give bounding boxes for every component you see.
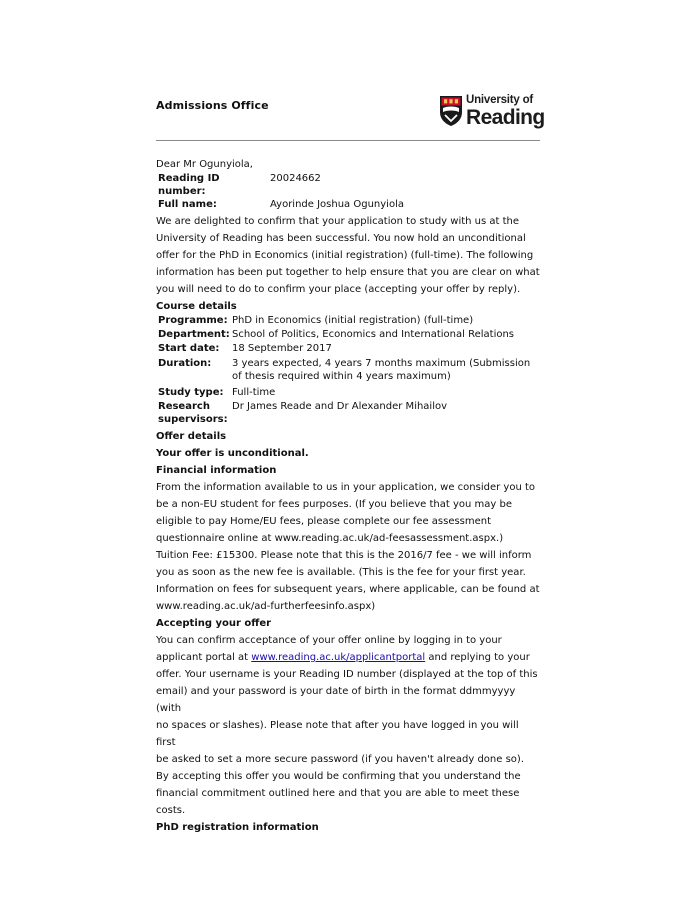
intro-line: We are delighted to confirm that your application to study with us at the xyxy=(156,216,520,227)
accepting-line: costs. xyxy=(156,805,186,816)
offer-status: Your offer is unconditional. xyxy=(156,448,309,459)
full-name-label: Full name: xyxy=(158,199,217,210)
financial-line: From the information available to us in your application, we consider you to xyxy=(156,482,536,493)
study-type-row xyxy=(156,386,541,399)
accepting-line: be asked to set a more secure password (if you haven't already done so). xyxy=(156,754,524,765)
financial-paragraph xyxy=(156,479,541,615)
reading-id-value: 20024662 xyxy=(270,173,321,184)
programme-label: Programme: xyxy=(158,315,228,326)
letter-body xyxy=(156,158,541,836)
applicant-details xyxy=(156,172,541,211)
crest-icon xyxy=(439,95,463,127)
duration-line: of thesis required within 4 years maximum) xyxy=(232,371,451,382)
accepting-offer-heading: Accepting your offer xyxy=(156,618,272,629)
intro-line: information has been put together to help ensure that you are clear on what xyxy=(156,267,540,278)
intro-line: University of Reading has been successful. You now hold an unconditional xyxy=(156,233,526,244)
start-date-row xyxy=(156,342,541,355)
supervisors-row xyxy=(156,400,541,426)
financial-line: you as soon as the new fee is available. (This is the fee for your first year. xyxy=(156,567,526,578)
supervisors-label: Research supervisors: xyxy=(158,401,228,425)
supervisors-value: Dr James Reade and Dr Alexander Mihailov xyxy=(232,401,448,412)
applicant-portal-link[interactable]: www.reading.ac.uk/applicantportal xyxy=(251,652,426,663)
accepting-paragraph xyxy=(156,632,541,819)
logo-text-reading: Reading xyxy=(466,106,545,129)
accepting-line: email) and your password is your date of birth in the format ddmmyyyy (with xyxy=(156,686,516,714)
reading-id-row xyxy=(156,172,541,198)
financial-line: Tuition Fee: £15300. Please note that this is the 2016/7 fee - we will inform xyxy=(156,550,532,561)
duration-label: Duration: xyxy=(158,358,212,369)
financial-line: www.reading.ac.uk/ad-furtherfeesinfo.aspx) xyxy=(156,601,376,612)
salutation: Dear Mr Ogunyiola, xyxy=(156,159,253,170)
logo-text-university-of: University of xyxy=(466,94,534,106)
study-type-value: Full-time xyxy=(232,387,276,398)
financial-line: eligible to pay Home/EU fees, please complete our fee assessment xyxy=(156,516,492,527)
full-name-row xyxy=(156,198,541,211)
department-value: School of Politics, Economics and International Relations xyxy=(232,329,515,340)
duration-row xyxy=(156,357,541,383)
accepting-line: financial commitment outlined here and that you are able to meet these xyxy=(156,788,520,799)
course-details-table xyxy=(156,314,541,426)
phd-registration-heading: PhD registration information xyxy=(156,822,319,833)
accepting-line: no spaces or slashes). Please note that after you have logged in you will first xyxy=(156,720,519,748)
financial-line: Information on fees for subsequent years, where applicable, can be found at xyxy=(156,584,540,595)
department-row xyxy=(156,328,541,341)
programme-row xyxy=(156,314,541,327)
financial-line: be a non-EU student for fees purposes. (If you believe that you may be xyxy=(156,499,513,510)
study-type-label: Study type: xyxy=(158,387,224,398)
programme-value: PhD in Economics (initial registration) (full-time) xyxy=(232,315,474,326)
financial-line: questionnaire online at www.reading.ac.uk/ad-feesassessment.aspx.) xyxy=(156,533,504,544)
course-details-heading: Course details xyxy=(156,301,237,312)
university-logo xyxy=(439,94,545,129)
accepting-line: By accepting this offer you would be confirming that you understand the xyxy=(156,771,521,782)
reading-id-label: Reading ID number: xyxy=(158,173,220,197)
start-date-value: 18 September 2017 xyxy=(232,343,332,354)
header-divider xyxy=(156,140,540,141)
full-name-value: Ayorinde Joshua Ogunyiola xyxy=(270,199,404,210)
start-date-label: Start date: xyxy=(158,343,220,354)
accepting-line: You can confirm acceptance of your offer online by logging in to your xyxy=(156,635,502,646)
offer-details-heading: Offer details xyxy=(156,431,227,442)
intro-line: you will need to do to confirm your place (accepting your offer by reply). xyxy=(156,284,521,295)
accepting-line: offer. Your username is your Reading ID number (displayed at the top of this xyxy=(156,669,538,680)
accepting-line: applicant portal at www.reading.ac.uk/applicantportal and replying to your xyxy=(156,652,530,663)
intro-line: offer for the PhD in Economics (initial registration) (full-time). The following xyxy=(156,250,534,261)
department-label: Department: xyxy=(158,329,230,340)
financial-heading: Financial information xyxy=(156,465,277,476)
duration-value xyxy=(232,357,541,383)
intro-paragraph xyxy=(156,213,541,298)
office-title: Admissions Office xyxy=(156,99,269,112)
duration-line: 3 years expected, 4 years 7 months maximum (Submission xyxy=(232,358,531,369)
